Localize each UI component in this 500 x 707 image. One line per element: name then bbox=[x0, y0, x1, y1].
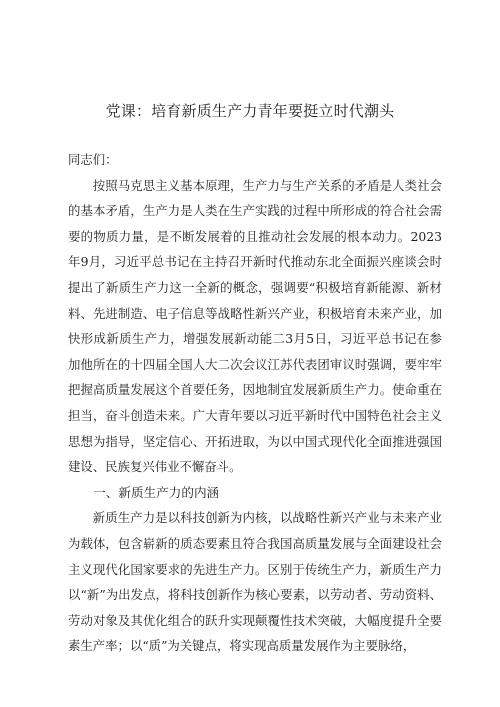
salutation: 同志们： bbox=[68, 152, 118, 167]
section-paragraph: 新质生产力是以科技创新为内核，以战略性新兴产业与未来产业为载体，包含崭新的质态要素且符合我国高质量发展与全面建设社会主义现代化国家要求的先进生产力。区别于传统生产力，新质生产力以“新”为出发点，将科技创新作为核心要素，以劳动者、劳动资料、劳动对象及其优化组合的跃升实现颠覆性技术突破，大幅度提升全要素生产率；以“质”为关键点，将实现高质量发展作为主要脉络， bbox=[68, 510, 442, 654]
document-body bbox=[68, 147, 442, 659]
document-title: 党课：培育新质生产力青年要挺立时代潮头 bbox=[105, 102, 395, 120]
section-heading: 一、新质生产力的内涵 bbox=[93, 484, 220, 500]
body-paragraph: 按照马克思主义基本原理，生产力与生产关系的矛盾是人类社会的基本矛盾，生产力是人类在生产实践的过程中所形成的符合社会需要的物质力量，是不断发展着的且推动社会发展的根本动力。2023年9月，习近平总书记在主持召开新时代推动东北全面振兴座谈会时提出了新质生产力这一全新的概念，强调要“积极培育新能源、新材料、先进制造、电子信息等战略性新兴产业，积极培育未来产业，加快形成新质生产力，增强发展新动能二3月5日，习近平总书记在参加他所在的十四届全国人大二次会议江苏代表团审议时强调，要牢牢把握高质量发展这个首要任务，因地制宜发展新质生产力。使命重在担当，奋斗创造未来。广大青年要以习近平新时代中国特色社会主义思想为指导，坚定信心、开拓进取，为以中国式现代化全面推进强国建设、民族复兴伟业不懈奋斗。 bbox=[68, 177, 442, 475]
